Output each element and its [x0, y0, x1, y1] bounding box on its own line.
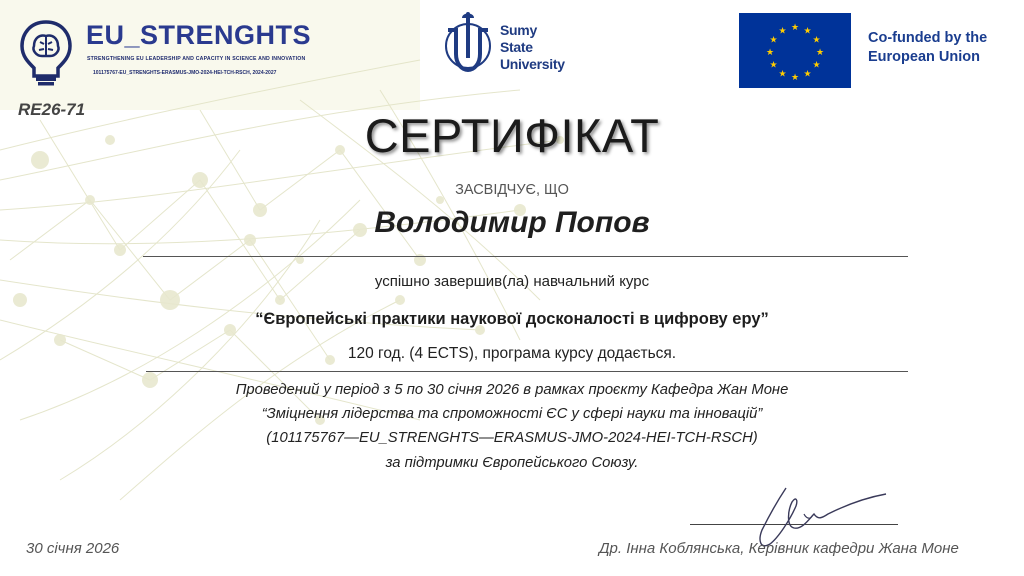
certificate-title: СЕРТИФІКАТ	[364, 109, 660, 162]
svg-text:★: ★	[769, 35, 778, 46]
eu-flag-icon	[739, 13, 851, 88]
project-code-line: 101175767-EU_STRENGHTS-ERASMUS-JMO-2024-HEI-TCH-RSCH, 2024-2027	[93, 70, 277, 76]
svg-text:★: ★	[790, 23, 800, 33]
course-hours: 120 год. (4 ECTS), програма курсу додається.	[347, 345, 677, 362]
university-name-line-3: University	[500, 56, 565, 72]
certificate-number: RE26-71	[18, 100, 86, 119]
ssu-emblem-icon	[440, 10, 496, 74]
svg-text:★: ★	[765, 48, 775, 58]
signatory-name: Др. Інна Коблянська, Керівник кафедри Жана Моне	[599, 540, 959, 557]
university-name-line-2: State	[500, 39, 533, 55]
project-name: EU_STRENGHTS	[86, 20, 312, 50]
details-line-3: (101175767—EU_STRENGHTS—ERASMUS-JMO-2024-HEI-TCH-RSCH)	[266, 430, 758, 446]
recipient-name: Володимир Попов	[374, 206, 650, 239]
certify-text: ЗАСВІДЧУЄ, ЩО	[455, 182, 569, 198]
eu-cofunded-line-1: Co-funded by the	[868, 30, 988, 46]
svg-text:★: ★	[790, 73, 800, 83]
svg-text:★: ★	[778, 69, 787, 80]
svg-text:★: ★	[812, 35, 821, 46]
svg-text:★: ★	[803, 26, 812, 37]
svg-text:★: ★	[815, 48, 825, 58]
issue-date: 30 січня 2026	[26, 540, 120, 557]
details-line-2: “Зміцнення лідерства та спроможності ЄС у сфері науки та інновацій”	[261, 406, 763, 422]
course-title: “Європейські практики наукової досконалості в цифрову еру”	[255, 310, 769, 328]
project-tagline: STRENGTHENING EU LEADERSHIP AND CAPACITY IN SCIENCE AND INNOVATION	[87, 56, 306, 62]
svg-text:★: ★	[812, 60, 821, 71]
svg-text:★: ★	[778, 26, 787, 37]
details-line-1: Проведений у період з 5 по 30 січня 2026 в рамках проєкту Кафедра Жан Моне	[235, 382, 789, 398]
completion-text: успішно завершив(ла) навчальний курс	[374, 273, 650, 290]
eu-cofunded-line-2: European Union	[868, 49, 980, 65]
divider-line	[146, 371, 908, 372]
divider-line	[143, 256, 908, 257]
svg-text:★: ★	[803, 69, 812, 80]
details-line-4: за підтримки Європейського Союзу.	[385, 455, 639, 471]
svg-text:★: ★	[769, 60, 778, 71]
brain-lightbulb-icon	[14, 16, 78, 88]
university-name-line-1: Sumy	[500, 22, 537, 38]
